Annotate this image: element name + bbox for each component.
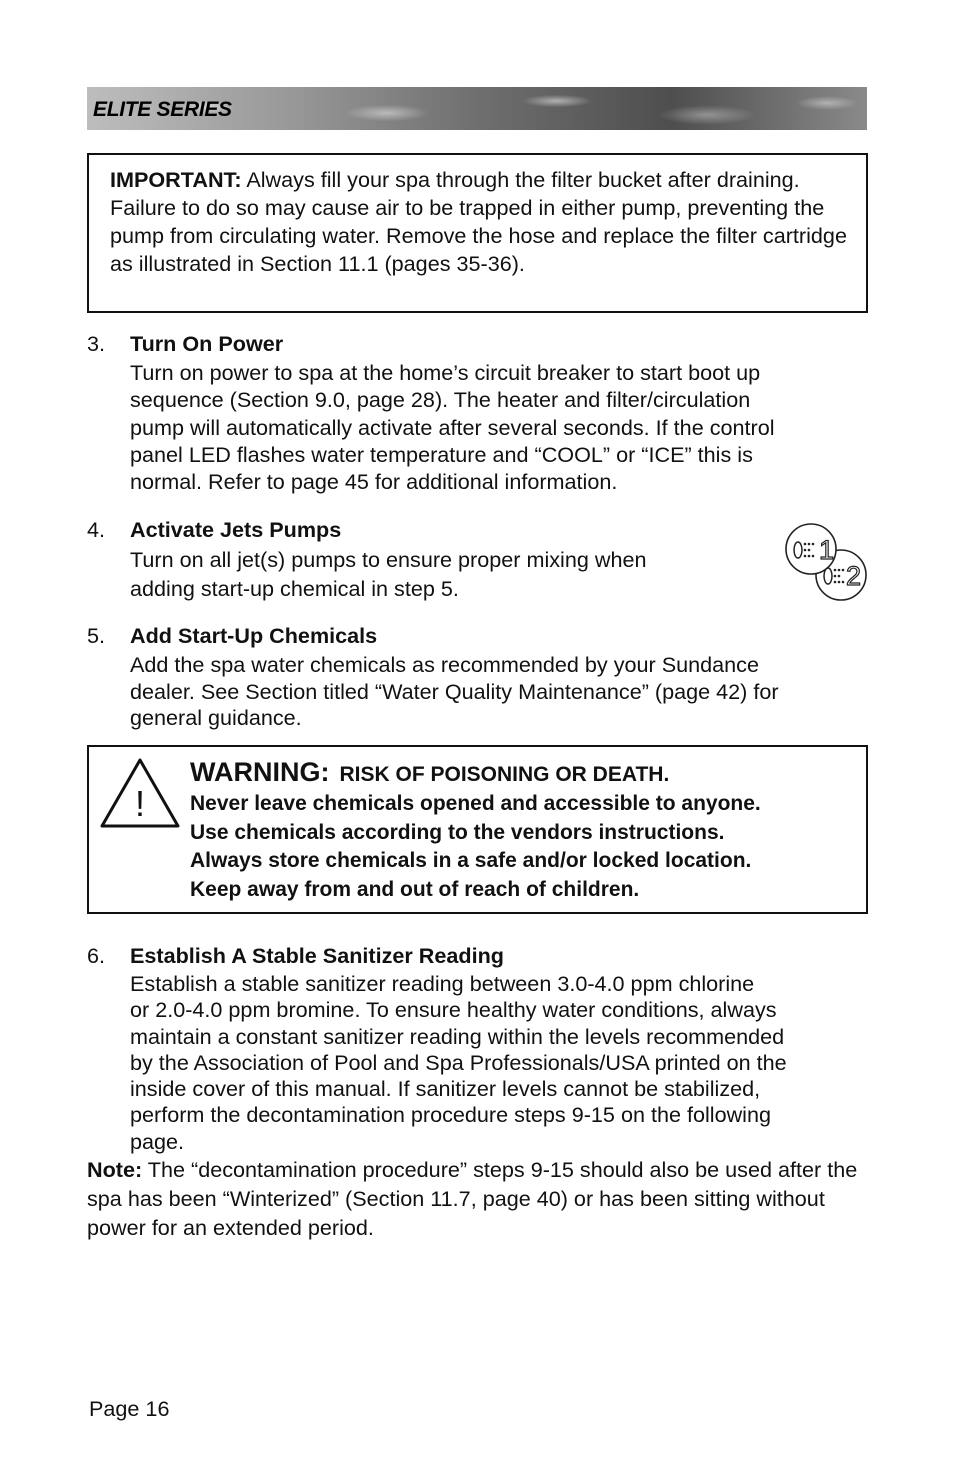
note-text: The “decontamination procedure” steps 9-15 should also be used after the spa has been “Winterized” (Section 11.7, page 40) or has been sitting without power for an extended period. [87,1157,858,1240]
note-paragraph [87,1155,867,1242]
step-6-line: or 2.0-4.0 ppm bromine. To ensure healthy water conditions, always [130,997,777,1023]
step-6-number: 6. [87,943,106,968]
step-6-line: by the Association of Pool and Spa Professionals/USA printed on the [130,1049,787,1075]
step-3-line: panel LED flashes water temperature and “COOL” or “ICE” this is [130,441,753,467]
series-title: ELITE SERIES [93,98,232,121]
step-6-line: inside cover of this manual. If sanitizer levels cannot be stabilized, [130,1076,761,1102]
warning-line: Keep away from and out of reach of children. [190,878,640,902]
step-3-body [130,359,775,495]
page-number: Page 16 [89,1396,170,1421]
note-label: Note: [87,1157,143,1182]
step-3-line: normal. Refer to page 45 for additional information. [130,469,618,495]
step-6-body [130,971,787,1155]
warning-heading [190,757,669,788]
warning-box [87,745,868,914]
step-3-line: pump will automatically activate after several seconds. If the control [130,414,775,440]
step-5-body [130,652,779,732]
step-4-line: adding start-up chemical in step 5. [130,575,459,601]
warning-lines [190,790,761,905]
warning-exclamation: ! [134,783,146,824]
step-5-title: Add Start-Up Chemicals [130,623,378,648]
step-4-line: Turn on all jet(s) pumps to ensure proper mixing when [130,547,647,572]
step-6-line: page. [130,1128,185,1154]
step-6-title: Establish A Stable Sanitizer Reading [130,943,504,968]
warning-line: Always store chemicals in a safe and/or locked location. [190,849,752,873]
step-3-title: Turn On Power [130,331,284,356]
step-3-line: sequence (Section 9.0, page 28). The heater and filter/circulation [130,387,751,413]
important-paragraph [110,166,850,278]
step-5-line: dealer. See Section titled “Water Quality Maintenance” (page 42) for [130,678,779,704]
step-6-line: Establish a stable sanitizer reading between 3.0-4.0 ppm chlorine [130,971,755,996]
pump-2-label: 2 [846,561,862,591]
warning-subtitle: RISK OF POISONING OR DEATH. [339,763,670,786]
warning-triangle-icon [98,756,182,830]
step-4-title: Activate Jets Pumps [130,517,342,542]
important-notice [87,153,868,313]
pump-1-label: 1 [819,535,835,565]
jet-pump-buttons-icon [783,523,869,601]
step-5-number: 5. [87,623,106,648]
header-banner [87,87,867,130]
important-label: IMPORTANT: [110,167,242,192]
step-5-line: Add the spa water chemicals as recommended by your Sundance [130,652,759,677]
step-4-number: 4. [87,517,106,542]
step-5-line: general guidance. [130,705,302,730]
step-3-number: 3. [87,331,106,356]
step-6-line: maintain a constant sanitizer reading within the levels recommended [130,1023,785,1049]
step-6-line: perform the decontamination procedure steps 9-15 on the following [130,1102,772,1128]
step-4-body [130,546,647,603]
warning-line: Use chemicals according to the vendors instructions. [190,820,725,844]
warning-line: Never leave chemicals opened and accessible to anyone. [190,792,761,815]
warning-label: WARNING: [190,757,330,787]
step-3-line: Turn on power to spa at the home’s circuit breaker to start boot up [130,360,761,385]
important-text: Always fill your spa through the filter bucket after draining. Failure to do so may cause air to be trapped in either pump, preventing the pump from circulating water. Remove the hose and replace the filter cartridge as illustrated in Section 11.1 (pages 35-36). [110,167,847,276]
